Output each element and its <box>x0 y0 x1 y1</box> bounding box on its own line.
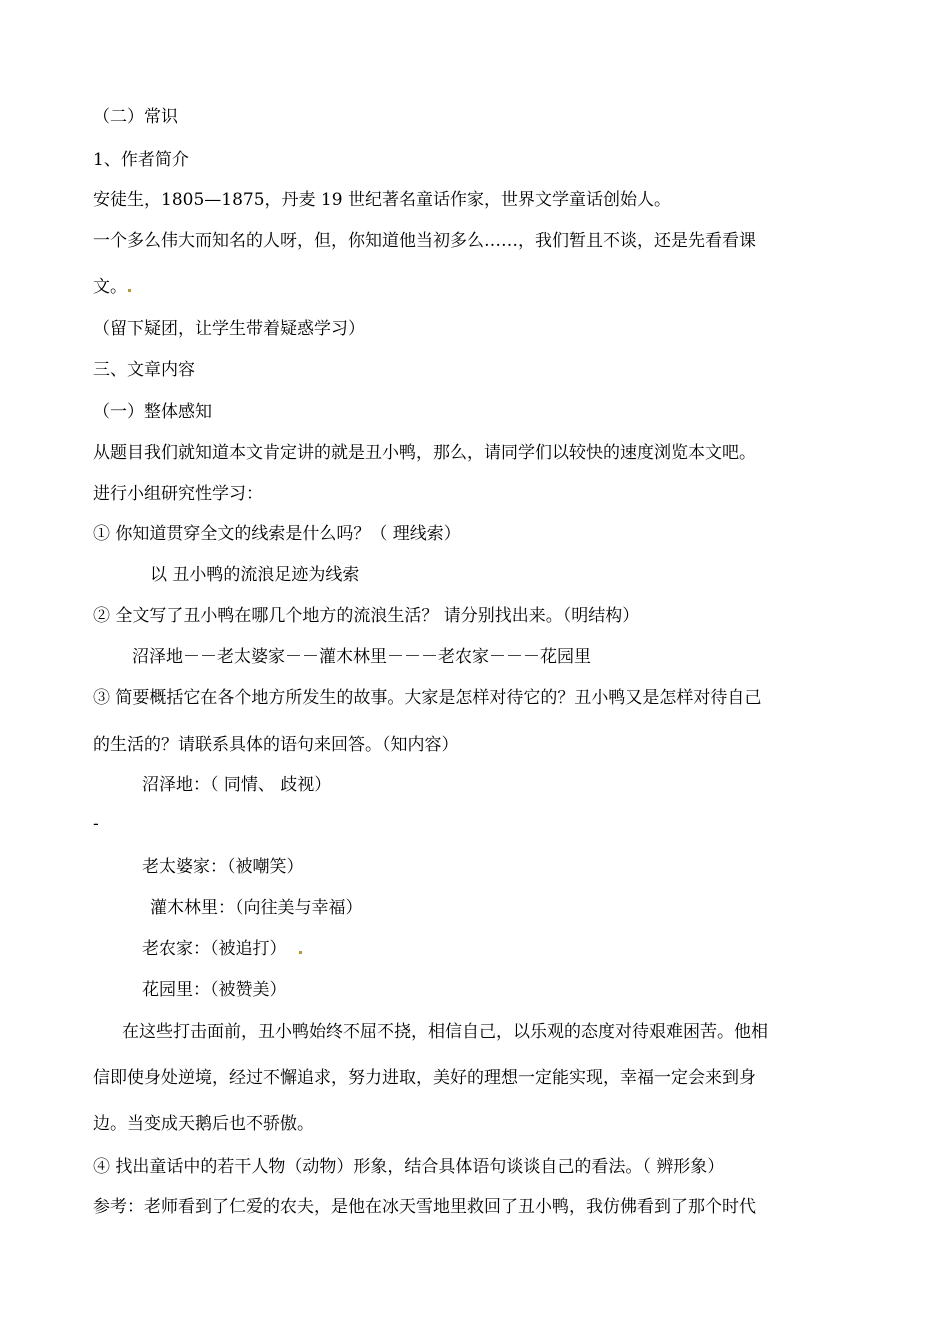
subheading-overall: （一）整体感知 <box>93 402 212 422</box>
question-3: ③ 简要概括它在各个地方所发生的故事。大家是怎样对待它的？丑小鸭又是怎样对待自己 <box>93 688 762 708</box>
text-line: 从题目我们就知道本文肯定讲的就是丑小鸭，那么，请同学们以较快的速度浏览本文吧。 <box>93 443 756 463</box>
paragraph-line: 边。当变成天鹅后也不骄傲。 <box>93 1114 314 1134</box>
decorative-dot <box>299 951 302 954</box>
text-line: 进行小组研究性学习： <box>93 484 263 504</box>
answer-1: 以 丑小鸭的流浪足迹为线索 <box>150 565 360 585</box>
section-heading-common-knowledge: （二）常识 <box>93 107 178 127</box>
text-line: 文。 <box>93 275 131 299</box>
decorative-dot <box>128 289 131 292</box>
paragraph-line: 在这些打击面前，丑小鸭始终不屈不挠，相信自己，以乐观的态度对待艰难困苦。他相 <box>122 1022 768 1042</box>
text-line: 安徒生，1805—1875，丹麦 19 世纪著名童话作家，世界文学童话创始人。 <box>93 190 671 210</box>
place-old-woman-home: 老太婆家：（被嘲笑） <box>142 857 304 877</box>
stray-mark: - <box>93 814 99 834</box>
text-line: 的生活的？请联系具体的语句来回答。（知内容） <box>93 735 459 755</box>
paragraph-line: 信即使身处逆境，经过不懈追求，努力进取，美好的理想一定能实现，幸福一定会来到身 <box>93 1068 756 1088</box>
place-swamp: 沼泽地：（ 同情、 歧视） <box>142 775 332 795</box>
section-heading-content: 三、文章内容 <box>93 360 195 380</box>
answer-2: 沼泽地－－老太婆家－－灌木林里－－－老农家－－－花园里 <box>132 647 591 667</box>
subheading-author-intro: 1、作者简介 <box>93 150 189 170</box>
text-line: 一个多么伟大而知名的人呀，但，你知道他当初多么……，我们暂且不谈，还是先看看课 <box>93 231 756 251</box>
reference-line: 参考：老师看到了仁爱的农夫，是他在冰天雪地里救回了丑小鸭，我仿佛看到了那个时代 <box>93 1197 756 1217</box>
question-1: ① 你知道贯穿全文的线索是什么吗？（ 理线索） <box>93 524 461 544</box>
question-2: ② 全文写了丑小鸭在哪几个地方的流浪生活？ 请分别找出来。（明结构） <box>93 606 640 626</box>
text-line: （留下疑团，让学生带着疑惑学习） <box>93 319 365 339</box>
place-farmer-home: 老农家：（被追打） <box>142 937 302 961</box>
place-garden: 花园里：（被赞美） <box>142 980 287 1000</box>
place-bushes: 灌木林里：（向往美与幸福） <box>150 898 363 918</box>
question-4: ④ 找出童话中的若干人物（动物）形象，结合具体语句谈谈自己的看法。（ 辨形象） <box>93 1157 725 1177</box>
